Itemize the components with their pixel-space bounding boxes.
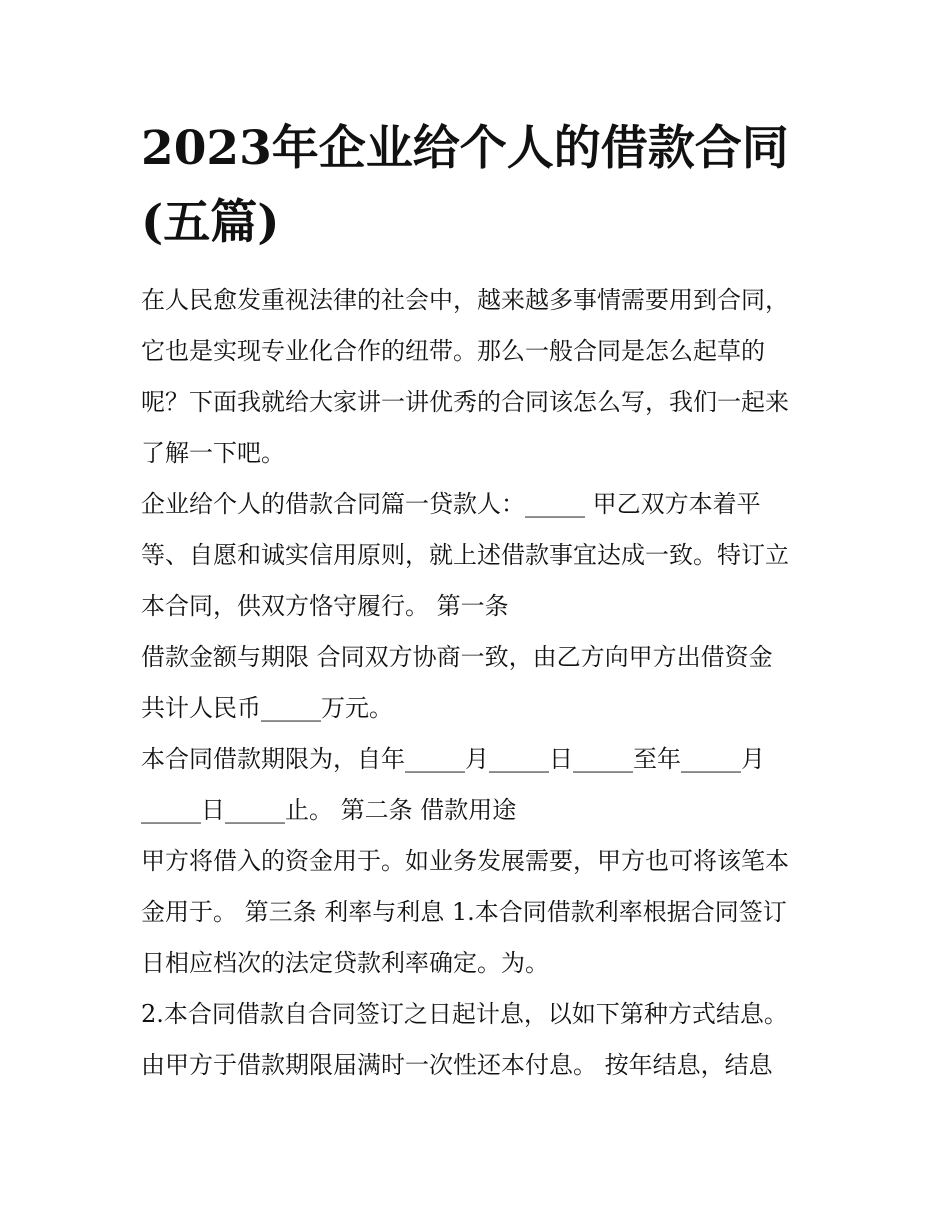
body-line: _____日_____止。 第二条 借款用途	[141, 796, 517, 824]
body-line: 在人民愈发重视法律的社会中，越来越多事情需要用到合同，	[141, 286, 789, 314]
body-line: 它也是实现专业化合作的纽带。那么一般合同是怎么起草的	[141, 337, 765, 365]
body-line: 呢？下面我就给大家讲一讲优秀的合同该怎么写，我们一起来	[141, 388, 789, 416]
body-line: 共计人民币_____万元。	[141, 694, 393, 722]
body-line: 等、自愿和诚实信用原则，就上述借款事宜达成一致。特订立	[141, 541, 789, 569]
body-line: 2.本合同借款自合同签订之日起计息，以如下第种方式结息。	[141, 1000, 788, 1028]
body-line: 日相应档次的法定贷款利率确定。为。	[141, 949, 549, 977]
body-line: 借款金额与期限 合同双方协商一致，由乙方向甲方出借资金	[141, 643, 773, 671]
body-line: 甲方将借入的资金用于。如业务发展需要，甲方也可将该笔本	[141, 847, 789, 875]
body-line: 本合同借款期限为，自年_____月_____日_____至年_____月	[141, 745, 765, 773]
body-line: 企业给个人的借款合同篇一贷款人：_____ 甲乙双方本着平	[141, 490, 761, 518]
title-line-1: 2023年企业给个人的借款合同	[141, 121, 789, 176]
body-line: 金用于。 第三条 利率与利息 1.本合同借款利率根据合同签订	[141, 898, 787, 926]
title-line-2: (五篇)	[141, 195, 280, 250]
document-title	[141, 112, 821, 260]
body-line: 由甲方于借款期限届满时一次性还本付息。 按年结息，结息	[141, 1051, 773, 1079]
body-line: 本合同，供双方恪守履行。 第一条	[141, 592, 509, 620]
body-line: 了解一下吧。	[141, 439, 285, 467]
